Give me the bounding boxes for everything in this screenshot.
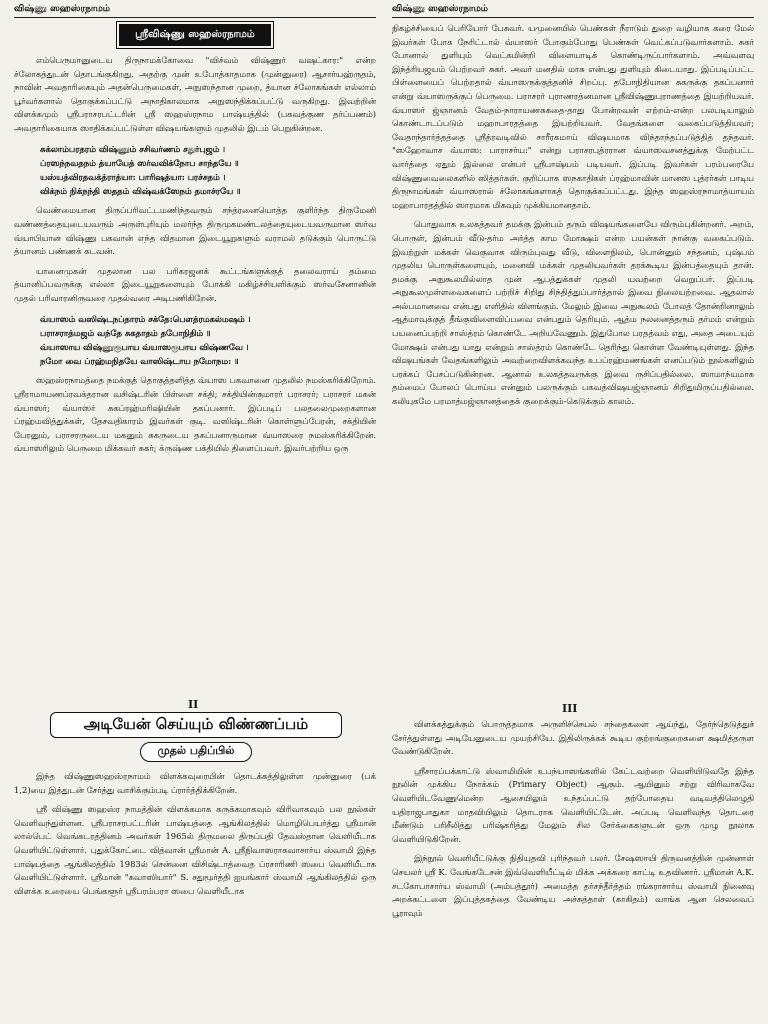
verse-line: வ்யாஸம் வஸிஷ்டநப்தாரம் சக்தே:பௌத்ரமகல்மஷம் । <box>40 313 251 324</box>
body-paragraph: இந்த விஷ்ணுஸஹஸ்ரநாமம் விளக்கவுரையின் தொடக்கத்திலுள்ள முன்னுரை (பக் 1,2)யை இத்துடன் சேர்த்து வாசிக்கும்படி ப்ரார்த்திக்கிறேன். <box>14 771 376 795</box>
running-header-right: விஷ்ணு ஸஹஸ்ரநாமம் <box>392 4 754 18</box>
right-top-column <box>392 22 754 409</box>
section-title-banner: ஸ்ரீவிஷ்ணு ஸஹஸ்ரநாமம் <box>119 24 271 46</box>
body-paragraph: இந்நூல் வெளியீட்டுக்கு நிதியுதவி புரிந்தவர் பலர். சேஷஸாயி திருவனத்தின் முன்னாள் செயலர் ஸ்ரீ K. வேங்கடேசன் இவ்வெளியீட்டில் மிக்க அக்கரை காட்டி உதவினார். ஸ்ரீமான் A.K. சடகோபாசார்ய ஸ்வாமி (அம்பத்தூர்) அமைத்த தர்சந்தீர்த்தம் ரங்கராசார்ய ஸ்வாமி நினைவு அறக்கட்டளை இப்புத்தகத்தை வேண்டிய அச்சுத்தாள் (காகிதம்) வாங்க ஆன செலவைப் பூராவும் <box>392 853 754 918</box>
verse-line: விக்நம் நிக்நந்தி ஸததம் விஷ்வக்ஸேநம் தமாச்ரயே ॥ <box>40 186 241 197</box>
page-number-left: II <box>188 698 199 711</box>
verse-line: ப்ரஸந்நவதநம் த்யாயேத் ஸர்வவிக்நோப சாந்தயே ॥ <box>40 157 239 168</box>
verse-line: வ்யாஸாய விஷ்ணுரூபாய வ்யாஸரூபாய விஷ்ணவே । <box>40 341 249 352</box>
edition-subtitle-box: முதல் பதிப்பில் <box>140 742 252 762</box>
meaning-paragraph: வெண்மையான திருப்பரிவட்டமணிந்தவரும் சந்த்ரனையொத்த குளிர்ந்த திருமேனி வண்ணத்தையுடையவரும் அருள்புரியும் மலர்ந்த திருமுகமண்டலத்தையுடையவருமான ஸர்வ வ்யாபியான விஷ்ணு பகவான் எந்த விதமான இடையூறுகளும் வராமல் தடுக்கும் பொருட்டு த்யானம் பண்ணக் கடவன். <box>14 205 376 257</box>
verse-line: யஸ்யத்விரதவக்த்ராத்யா: பாரிஷத்யா: பரச்சதம் । <box>40 171 226 182</box>
running-header-left: விஷ்ணு ஸஹஸ்ரநாமம் <box>14 4 376 18</box>
left-top-column <box>14 22 376 456</box>
preface-title-box: அடியேன் செய்யும் விண்ணப்பம் <box>50 712 342 738</box>
verse-line: நமோ வை ப்ரஹ்மநிதயே வாஸிஷ்டாய நமோநம: ॥ <box>40 356 239 367</box>
body-paragraph: ஸ்ரீசாரப்பக்காட்டு ஸ்வாமியின் உபந்யாஸங்களில் கேட்டவற்றை வெளியிடுவதே இந்த நூலின் முக்கிய நோக்கம் (Primary Object) ஆகும். ஆயினும் சற்று விரிவாகவே வெளியிடவேணுமென்ற ஆசையிலும் உந்தப்பட்டு தற்போதைய வடிவத்திலெழுதி யதிராஜபாதுகா மாதவியிலும் தொடராக வெளியிட்டேன். அப்படி வெளிவந்த தொடரை மீண்டும் பரிசீலித்து பரிஷ்கரித்து மேலும் சில சேர்க்கைகளுடன் ஒரு முழு நூலாக வெளியிடுகிறேன். <box>392 765 754 844</box>
body-paragraph: ஸஹஸ்ரநாமத்தை நமக்குத் தொகுத்தளித்த வ்யாஸ பகவானை முதலில் நமஸ்கரிக்கிறோம். ஸ்ரீராமாயணப்ரவக்தரான வசிஷ்டரின் பிள்ளை சக்தி; சக்தியின்குமாரர் பராசரர்; பராசரர் மகன் வ்யாஸர்; வ்யாஸர் சுகப்ரஹ்மரிஷியின் தகப்பனார். இப்படிப் பலதலைமுறைகளான ப்ரஹ்மவித்துக்கள், தேசவதிகாரம் இவர்கள் குடி. வஸிஷ்டரின் கொள்ளுப்பேரன், சக்தியின் பேரனும், பராசரருடைய மகனும் சுகருடைய தகப்பனாருமான வ்யாஸரை நமஸ்கரிக்கிறேன். வ்யாஸரிலும் பெருமை மிக்கவர் சுகர்; க்ருஷ்ண பக்தியில் திளைப்பவர். இவர்பற்றிய ஒரு <box>14 375 376 454</box>
verse-line: சுக்லாம்பரதரம் விஷ்ணும் சசிவர்ணம் சதுர்புஜம் । <box>40 143 226 154</box>
body-paragraph: விளக்கத்துக்கும் பொருத்தமாக அருளிச்செயல் சந்தைகளை ஆய்ந்து, தேர்ந்தெடுத்துச் சேர்த்துள்ளது அடியேனுடைய முயற்சியே. இதிலிருக்கக் கூடிய குற்றங்குறைகளை க்ஷமித்தருள வேண்டுகிறேன். <box>392 719 754 757</box>
body-paragraph: பொதுவாக உலகத்தவர் தமக்கு இன்பம் தரும் விஷயங்களையே விரும்புகின்றனர். அறம், பொருள், இன்பம் வீடு-தர்ம அர்த்த காம மோக்ஷம் என்ற பயன்கள் நான்கு வகைப்படும். இவற்றுள் மக்கள் வெகுவாக விரும்புவது வீடு, விளைநிலம், பொன்னும் சந்தனம், புஷ்பம் முதலிய பொருள்களையும், மனைவி மக்கள் முதலியவர்கள் தரக்கூடிய இன்பத்தையும் தான். தமக்கு அநுகூலமில்லாத முன் ஆபத்துக்கள் முதலி யவற்றை வெறுப்பர். இப்படி அநுகூலமுள்ளவைகளைப் பற்றிச் சிறிது சிந்தித்துப்பார்த்தால் இவை நிலையற்றவை. ஆதலால் அல்பமானவை என்பது எளிதில் விளங்கும். மேலும் இவை அநுகூலம் போலத் தோன்றினாலும் ஆத்மாவுக்குத் தீங்குவிளைவிப்பவை என்பதும் தெரியும். ஆத்ம நலனைத்தரும் தர்மம் என்றும் பயனைப்பற்றி சாஸ்த்ரம் கொண்டே அறியவேணும். இதுபோல பரதத்வம் எது, அதை அடையும் மோக்ஷம் என்பது யாது என்றும் சாஸ்த்ரம் கொண்டே தெரிந்து கொள்ள வேண்டியுள்ளது. இந்த விஷயங்கள் வேதங்களிலும் அவற்றைவிளக்கவந்த உபப்ரஹ்மணங்கள் எனப்படும் நூல்களிலும் பரக்கப் பேசப்படுகின்றன. ஆனால் உலகத்தவருக்கு இவை ருசிப்பதில்லை. ஸாமாந்யமாக தம்மைப் போலப் பொய்ய என்னும் பலருக்கும் பகவத்விஷயஜ்ஞானம் சிறிதுமிருப்பதில்லை. கலியுகமே பரமாத்மஜ்ஞானத்தைக் குறைக்கும்-கெடுக்கும் காலம். <box>392 219 754 407</box>
verse-line: பராசராத்மஜம் வந்தே சுகதாதம் தபோநிதிம் ॥ <box>40 327 211 338</box>
body-paragraph: நிகழ்ச்சியைப் பெரியோர் பேசுவர். யமுனையில் பெண்கள் நீராடும் துறை வழியாக கரை மேல் இவர்கள் போக நேரிட்டால் வ்யாஸர் போகும்போது பெண்கள் வெட்கப்படுவார்களாம். சுகர் போனால் துளியும் வெட்கமின்றி விளையாடிக் கொண்டிருப்பார்களாம். அவ்வளவு இந்த்ரியஜயம் பெற்றவர் சுகர். அவர் மனதில் மாசு என்பது துளியும் கிடையாது. இப்படிப்பட்ட பிள்ளையைப் பெற்றதால் வ்யாஸருக்குத்தனிச் சிறப்பு. தபோநிதியான சுகருக்கு தகப்பனார் என்று வ்யாஸருக்குப் பெருமை. பராசரர் புராணரத்னமான ஸ்ரீவிஷ்ணுபுராணத்தை இயற்றியவர். வ்யாஸர் ஜ்ஞானம் வேதம்-நாராயணசுகதை-தாது போன்றவன் எற்றம்-என்ற பலபடியாலும் கொண்டாடப்படும் மஹாபாரதத்தை இயற்றியவர். வேதங்களை வகைப்படுத்தியவர்; வேதாந்தார்த்தத்தை ஸ்ரீத்ரவடிவில் சாரீரகமாய் விஷயமாக விந்தாந்தப்படுத்தித் தந்தவர். "ஸஹோவாச வ்யாஸ: பாராசர்ய:" என்று பராசரபுத்ரரான வ்யாஸவசனத்துக்கு மேற்பட்ட வார்த்தை ஏதும் இல்லை என்பர் ஸ்ரீபாஷ்யம் படியவர். இப்படி இவர்கள் பரம்பரையே விஷ்ணுவைலைகளில் ஸித்தர்கள். குறிப்பாக ஸநகாதிகள் ப்ரஹ்மாவின் மானஸ புத்ரர்கள் பாடிய திருநாமங்கள் வ்யாஸரால் ச்லோகங்களாகத் தொகுக்கப்பட்டது. இந்த ஸஹஸ்ரநாமாத்யாயம் மஹாபாரதத்தில் ஸாரமாக மிகவும் முக்கியமானதாம். <box>392 23 754 210</box>
page-number-right: III <box>562 702 578 715</box>
body-paragraph: ஸ்ரீ விஷ்ணு ஸஹஸ்ர நாமத்தின் விளக்கமாக கருக்கமாகவும் விரிவாகவும் பல நூல்கள் வெளிவந்துள்ளன. ஸ்ரீபராசரபட்டரின் பாஷ்யத்தை ஆங்கிலத்தில் மொழிபெயர்த்து ஸ்ரீமான் லால்பெட் வெங்கடரத்தினம் அவர்கள் 1965ல் திருமலை திருப்பதி தேவஸ்தான வெளியீடாக வெளியிட்டுள்ளார். புதுக்கோட்டை வித்வான் ஸ்ரீமான் A. ஸ்ரீநிவாஸராகவாசார்ய ஸ்வாமி இந்த பாஷ்யத்தை ஆங்கிலத்தில் 1983ல் சென்னை விசிஷ்டாத்வைத ப்ரசாரிணி ஸபை வெளியீடாக வெளியிட்டுள்ளார். ஸ்ரீமான் "கவாஸியார்" S. சதுமூர்த்தி ஐயங்கார் ஸ்வாமி ஆங்கிலத்தில் ஒரு விளக்க உரையை பெங்களூர் ஸ்ரீபரம்பரா ஸபை வெளியீடாக <box>14 804 376 896</box>
left-bottom-column <box>14 770 376 898</box>
right-bottom-column <box>392 718 754 920</box>
intro-paragraph: எம்பெருமானுடைய திருநாமக்கோவை "விச்வம் விஷ்ணுர் வஷட்கார:" என்ற ச்லோகத்துடன் தொடங்குகிறது. அதற்கு முன் உபோத்காதமாக (முன்னுரை) ஆசார்யஹ்ருதம், நாவின் அவதாரிகையும் அதன்பெருமைகள், அநுஸந்தான முறை, த்யான ச்லோகங்கள் எல்லாம் பூர்வர்களால் தொகுக்கப்பட்டு அநாதிகாலமாக அநுஸந்திக்கப்பட்டு வருகிறது. இவற்றின் விளக்கமும் ஸ்ரீபராசரபட்டரின் ஸ்ரீ ஸஹஸ்ரநாம பாஷ்யத்தில் (பகவத்குண தர்ப்பணம்) அவதாரிகையாக ஸாதிக்கப்பட்டுள்ள விஷயங்களும் முதலில் இடம் பெறுகின்றன. <box>14 55 376 133</box>
meaning-paragraph: யானைமுகன் முதலான பல பரிகரஜனக் கூட்டங்களுக்குத் தலைவராய் தம்மை த்யானிப்பவருக்கு எல்லா இடையூறுகளையும் போக்கி மகிழ்ச்சியளிக்கும் ஸர்வசேனானின் முதல் பரிவாரனிருவரை முதல்வரை அடிபணிகிறேன். <box>14 265 376 303</box>
